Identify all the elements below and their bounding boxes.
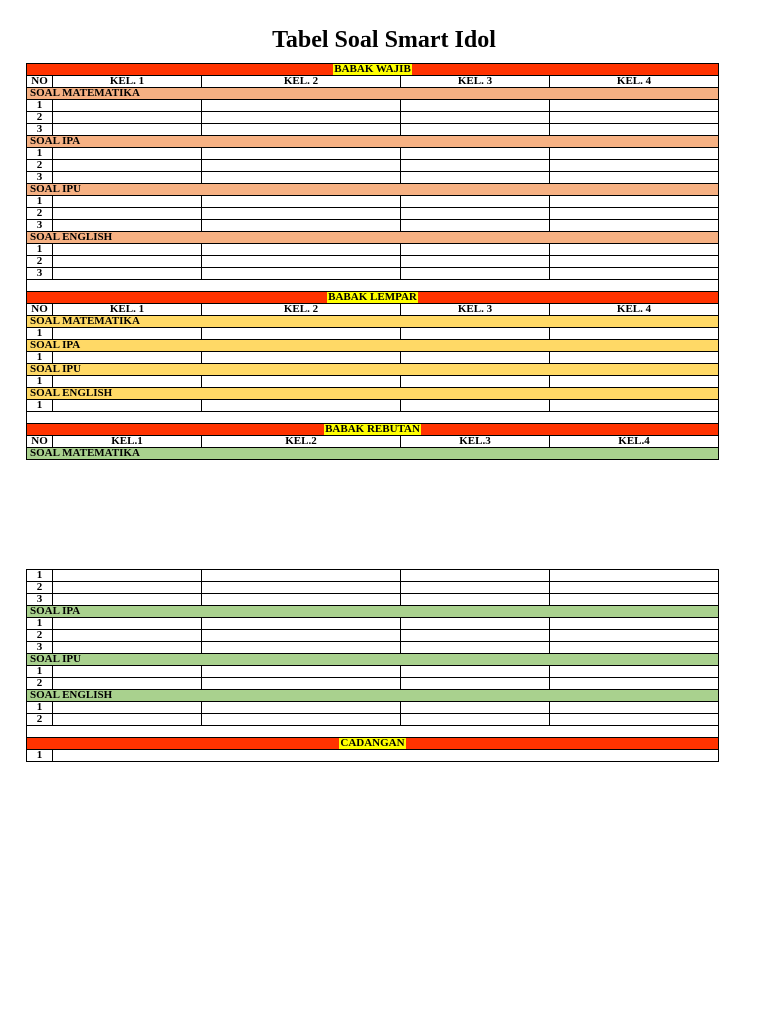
question-row [27,100,719,112]
answer-cell [401,100,550,112]
answer-cell [550,594,719,606]
question-row [27,172,719,184]
answer-cell [53,244,202,256]
question-row [27,244,719,256]
question-row [27,582,719,594]
round-banner [27,738,719,750]
answer-cell [550,666,719,678]
answer-cell [53,100,202,112]
answer-cell [401,714,550,726]
section-label: SOAL MATEMATIKA [27,88,719,100]
answer-cell [53,594,202,606]
answer-cell [550,100,719,112]
answer-cell [202,220,401,232]
answer-cell [53,172,202,184]
answer-cell [53,112,202,124]
answer-cell [202,400,401,412]
question-number: 1 [27,148,53,160]
answer-cell [401,256,550,268]
question-row [27,148,719,160]
header-row [27,436,719,448]
question-row [27,666,719,678]
question-number: 3 [27,594,53,606]
answer-cell [401,124,550,136]
answer-cell [550,220,719,232]
section-label: SOAL IPA [27,340,719,352]
answer-cell [202,196,401,208]
answer-cell [202,172,401,184]
question-row [27,400,719,412]
answer-cell [401,112,550,124]
answer-cell [202,642,401,654]
answer-cell [53,678,202,690]
answer-cell [550,630,719,642]
answer-cell [202,160,401,172]
answer-cell [202,678,401,690]
answer-cell [401,678,550,690]
answer-cell [53,220,202,232]
answer-cell [401,702,550,714]
question-row [27,256,719,268]
answer-cell [550,702,719,714]
spacer-row [27,726,719,738]
question-row [27,352,719,364]
question-row [27,160,719,172]
answer-cell [202,666,401,678]
answer-cell [53,208,202,220]
column-header: KEL.3 [401,436,550,448]
question-number: 1 [27,666,53,678]
answer-cell [401,618,550,630]
answer-cell [202,256,401,268]
question-number: 3 [27,268,53,280]
round-title: CADANGAN [340,737,405,749]
answer-cell [53,400,202,412]
answer-cell [53,268,202,280]
answer-cell [202,148,401,160]
answer-cell [202,208,401,220]
section-row [27,690,719,702]
question-row [27,376,719,388]
question-number: 2 [27,714,53,726]
answer-cell [53,352,202,364]
answer-cell [550,112,719,124]
answer-cell [401,160,550,172]
question-row [27,714,719,726]
answer-cell [550,618,719,630]
answer-cell [202,714,401,726]
answer-cell [550,328,719,340]
question-number: 3 [27,124,53,136]
answer-cell [202,570,401,582]
score-table-page-1 [26,63,719,460]
question-number: 1 [27,100,53,112]
section-label: SOAL ENGLISH [27,232,719,244]
section-row [27,316,719,328]
question-number: 1 [27,244,53,256]
question-row [27,220,719,232]
answer-cell [550,196,719,208]
column-header: KEL. 1 [53,76,202,88]
answer-cell [202,124,401,136]
section-label: SOAL ENGLISH [27,388,719,400]
answer-cell [53,196,202,208]
answer-cell [202,582,401,594]
section-row [27,88,719,100]
question-number: 3 [27,642,53,654]
column-header: NO [27,304,53,316]
column-header: KEL. 2 [202,76,401,88]
column-header: KEL. 4 [550,304,719,316]
answer-cell [53,630,202,642]
round-banner [27,64,719,76]
reserve-row [27,750,719,762]
question-row [27,678,719,690]
answer-cell [202,618,401,630]
answer-cell [202,268,401,280]
question-number: 1 [27,618,53,630]
answer-cell [550,642,719,654]
score-table-page-2 [26,569,719,762]
question-number: 3 [27,172,53,184]
answer-cell [202,376,401,388]
column-header: KEL. 4 [550,76,719,88]
answer-cell [53,714,202,726]
answer-cell [401,400,550,412]
section-row [27,184,719,196]
answer-cell [550,714,719,726]
answer-cell [53,376,202,388]
section-label: SOAL IPU [27,364,719,376]
question-number: 2 [27,112,53,124]
answer-cell [53,702,202,714]
answer-cell [550,400,719,412]
question-row [27,196,719,208]
answer-cell [401,220,550,232]
column-header: NO [27,436,53,448]
section-row [27,654,719,666]
question-row [27,112,719,124]
answer-cell [401,582,550,594]
section-label: SOAL MATEMATIKA [27,448,719,460]
answer-cell [53,582,202,594]
round-banner [27,292,719,304]
round-title: BABAK WAJIB [334,63,411,75]
question-number: 1 [27,376,53,388]
question-number: 1 [27,750,53,762]
answer-cell [550,376,719,388]
answer-cell [401,642,550,654]
column-header: KEL.4 [550,436,719,448]
round-title: BABAK REBUTAN [325,423,420,435]
round-banner-row [27,64,719,76]
answer-cell [401,328,550,340]
answer-cell [550,160,719,172]
header-row [27,76,719,88]
section-label: SOAL IPU [27,184,719,196]
question-number: 1 [27,352,53,364]
spacer-row [27,280,719,292]
section-row [27,232,719,244]
column-header: KEL.1 [53,436,202,448]
column-header: KEL. 3 [401,304,550,316]
answer-cell [550,352,719,364]
answer-cell [550,268,719,280]
question-row [27,642,719,654]
answer-cell [53,618,202,630]
column-header: KEL. 1 [53,304,202,316]
question-number: 1 [27,400,53,412]
round-title: BABAK LEMPAR [328,291,417,303]
answer-cell [53,666,202,678]
section-label: SOAL IPA [27,606,719,618]
answer-cell [53,328,202,340]
question-row [27,268,719,280]
question-row [27,328,719,340]
question-row [27,702,719,714]
answer-cell [401,172,550,184]
answer-cell [550,124,719,136]
section-row [27,388,719,400]
question-number: 1 [27,328,53,340]
question-number: 2 [27,256,53,268]
answer-cell [53,642,202,654]
column-header: NO [27,76,53,88]
question-number: 1 [27,570,53,582]
section-row [27,136,719,148]
question-row [27,630,719,642]
answer-cell [202,244,401,256]
round-banner-row [27,424,719,436]
answer-cell [550,582,719,594]
empty-cell [27,412,719,424]
round-banner-row [27,738,719,750]
question-row [27,124,719,136]
question-number: 2 [27,678,53,690]
answer-cell [401,666,550,678]
answer-cell [202,702,401,714]
round-banner [27,424,719,436]
answer-cell [401,630,550,642]
page-title: Tabel Soal Smart Idol [272,27,496,53]
question-row [27,570,719,582]
spacer-row [27,412,719,424]
answer-cell [53,160,202,172]
question-number: 1 [27,196,53,208]
answer-cell [53,256,202,268]
answer-cell [401,570,550,582]
answer-cell [202,630,401,642]
empty-cell [27,726,719,738]
question-row [27,208,719,220]
answer-cell [550,208,719,220]
answer-cell [550,678,719,690]
answer-cell [202,352,401,364]
answer-cell [53,750,719,762]
question-number: 2 [27,582,53,594]
answer-cell [401,208,550,220]
answer-cell [401,196,550,208]
answer-cell [401,244,550,256]
answer-cell [401,376,550,388]
section-label: SOAL IPA [27,136,719,148]
section-label: SOAL MATEMATIKA [27,316,719,328]
question-number: 1 [27,702,53,714]
question-number: 3 [27,220,53,232]
header-row [27,304,719,316]
question-number: 2 [27,208,53,220]
question-row [27,618,719,630]
answer-cell [202,100,401,112]
answer-cell [53,148,202,160]
empty-cell [27,280,719,292]
section-row [27,606,719,618]
answer-cell [202,112,401,124]
column-header: KEL. 3 [401,76,550,88]
section-label: SOAL ENGLISH [27,690,719,702]
round-banner-row [27,292,719,304]
section-row [27,340,719,352]
answer-cell [550,570,719,582]
answer-cell [550,256,719,268]
answer-cell [401,268,550,280]
answer-cell [550,244,719,256]
answer-cell [53,570,202,582]
column-header: KEL.2 [202,436,401,448]
section-label: SOAL IPU [27,654,719,666]
question-number: 2 [27,160,53,172]
answer-cell [53,124,202,136]
column-header: KEL. 2 [202,304,401,316]
answer-cell [550,172,719,184]
answer-cell [401,594,550,606]
answer-cell [401,148,550,160]
question-row [27,594,719,606]
answer-cell [550,148,719,160]
section-row [27,448,719,460]
answer-cell [202,328,401,340]
question-number: 2 [27,630,53,642]
answer-cell [202,594,401,606]
answer-cell [401,352,550,364]
section-row [27,364,719,376]
